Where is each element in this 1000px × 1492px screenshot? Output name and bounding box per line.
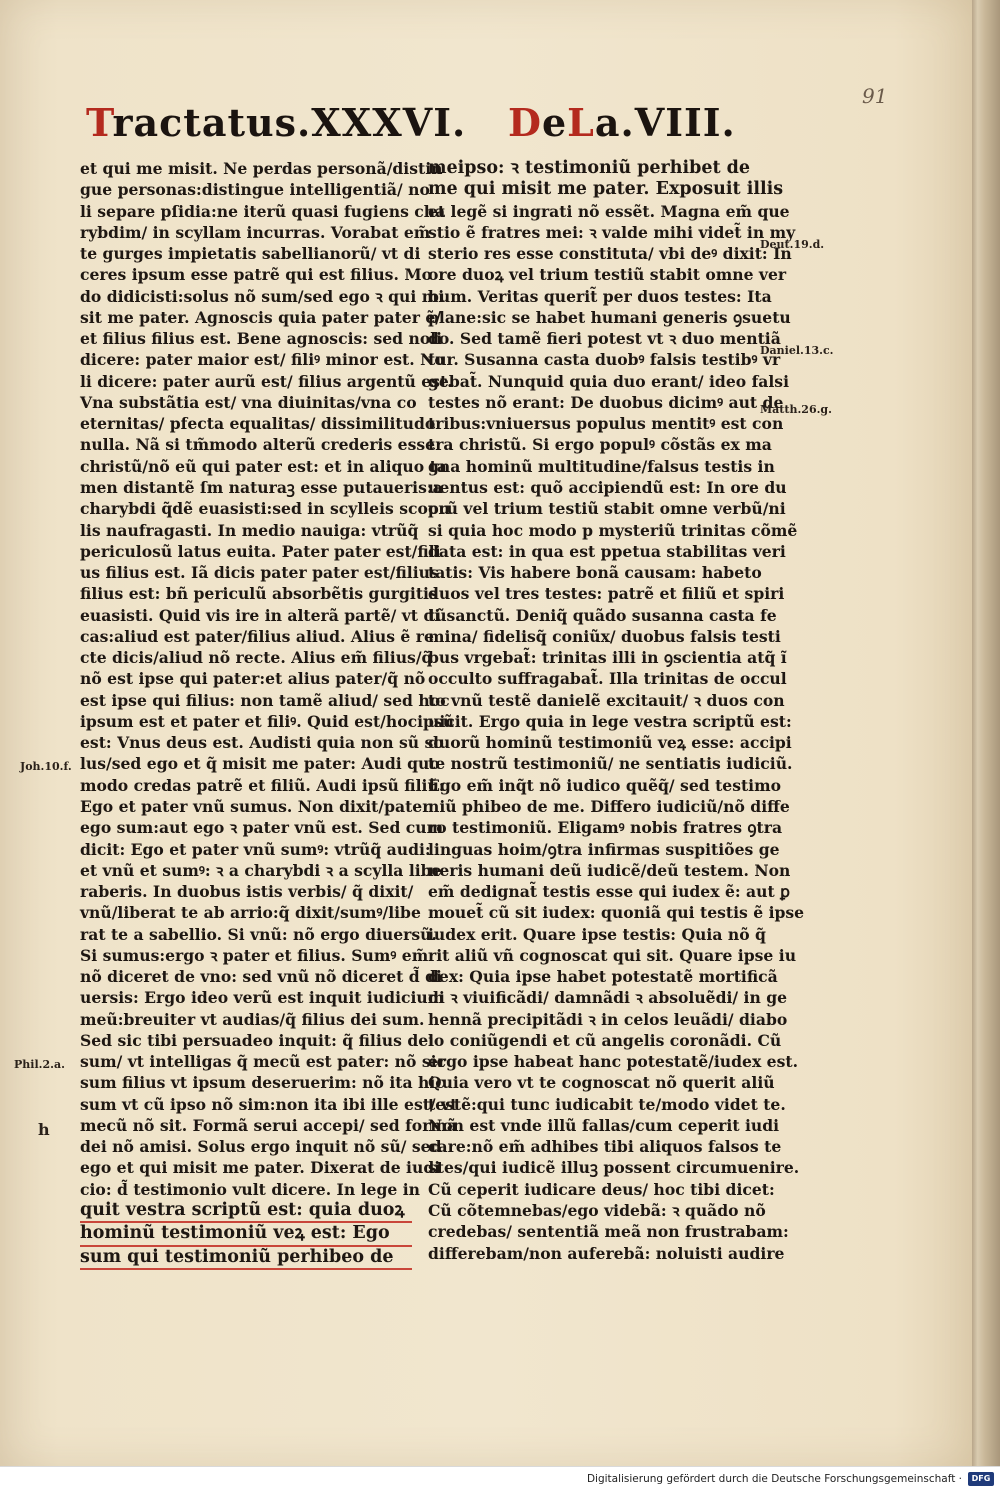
- text-line: plane:sic se habet humani generis ꝯsuetu: [428, 307, 791, 327]
- text-line: Cũ ceperit iudicare deus/ hoc tibi dicet:: [428, 1179, 775, 1199]
- text-line: testẽ:qui tunc iudicabit te/modo videt te.: [428, 1094, 786, 1114]
- heading-right-initial: D: [508, 100, 542, 145]
- text-line: li separe pſidia:ne iterũ quasi fugiens cha: [80, 201, 446, 221]
- text-line: et filius filius est. Bene agnoscis: sed noli: [80, 329, 443, 349]
- text-line: dex: Quia ipse habet potestatẽ mortificã: [428, 967, 778, 987]
- text-line: data est: in qua est ppetua stabilitas veri: [428, 541, 786, 561]
- text-line: charybdi q̃dẽ euasisti:sed in scylleis scopu: [80, 499, 451, 519]
- margin-note-matth: Matth.26.g.: [760, 403, 832, 416]
- text-line: mouet̃ cũ sit iudex: quoniã qui testis ẽ ipse: [428, 903, 805, 923]
- text-line: si quia hoc modo p mysteriũ trinitas cõmẽ: [428, 520, 798, 540]
- text-line: men distantẽ ſm naturaꝫ esse putaueris:a: [80, 477, 443, 497]
- text-line: ore duoꝝ vel trium testiũ stabit omne ver: [428, 265, 787, 285]
- text-line: stes/qui iudicẽ illuꝫ possent circumuenire.: [428, 1158, 800, 1178]
- text-line: raberis. In duobus istis verbis/ q̃ dixit/: [80, 882, 414, 902]
- text-line: uentus est: quõ accipiendũ est: In ore du: [428, 477, 787, 497]
- text-line: est ipse qui filius: non tamẽ aliud/ sed hoc: [80, 690, 450, 710]
- text-line: hominũ testimoniũ veꝝ est: Ego: [80, 1223, 412, 1246]
- text-line: testes nõ erant: De duobus dicimꝰ aut de: [428, 392, 784, 412]
- text-line: sum filius vt ipsum deseruerim: nõ ita hic: [80, 1073, 445, 1093]
- page-edge: [972, 0, 1000, 1466]
- dfg-logo: DFG: [968, 1472, 994, 1486]
- text-line: ego sum:aut ego ꝛ pater vnũ est. Sed cum: [80, 818, 444, 838]
- text-line: uersis: Ergo ideo verũ est inquit iudicium: [80, 988, 445, 1008]
- text-line: te gurges impietatis sabellianorũ/ vt di: [80, 244, 421, 264]
- text-line: gebat̃. Nunquid quia duo erant/ ideo falsi: [428, 371, 790, 391]
- text-line: do. Sed tamẽ fieri potest vt ꝛ duo mentiã: [428, 329, 781, 349]
- text-line: christũ/nõ eũ qui pater est: et in aliquo ta: [80, 456, 447, 476]
- text-line: Sed sic tibi persuadeo inquit: q̃ filius dei: [80, 1030, 435, 1050]
- text-line: nõ est ipse qui pater:et alius pater/q̃ nõ: [80, 669, 426, 689]
- margin-note-daniel: Daniel.13.c.: [760, 344, 834, 357]
- text-line: rit aliũ vñ cognoscat qui sit. Quare ipse iu: [428, 945, 797, 965]
- text-line: tribus:vniuersus populus mentitꝰ est con: [428, 414, 784, 434]
- text-line: differebam/non auferebã: noluisti audire: [428, 1243, 785, 1263]
- text-line: lo coniũgendi et cũ angelis coronãdi. Cũ: [428, 1030, 782, 1050]
- text-line: li dicere: pater aurũ est/ filius argentũ est.: [80, 371, 453, 391]
- text-line: quit vestra scriptũ est: quia duoꝝ: [80, 1200, 412, 1223]
- text-line: sterio res esse constituta/ vbi deꝰ dixit: In: [428, 244, 792, 264]
- text-line: modo credas patrẽ et filiũ. Audi ipsũ filiũ:: [80, 775, 445, 795]
- margin-note-deut: Deut.19.d.: [760, 238, 825, 251]
- text-line: periculosũ latus euita. Pater pater est/fili: [80, 541, 441, 561]
- text-line: hennã precipitãdi ꝛ in celos leuãdi/ diabo: [428, 1009, 788, 1029]
- text-line: Vna substãtia est/ vna diuinitas/vna co: [80, 392, 417, 412]
- text-line: cte dicis/aliud nõ recte. Alius em̃ filius/q̃: [80, 648, 433, 668]
- text-line: tũsanctũ. Deniq̃ quãdo susanna casta fe: [428, 605, 777, 625]
- text-line: Ego em̃ inq̃t nõ iudico quẽq̃/ sed testimo: [428, 775, 781, 795]
- text-line: et qui me misit. Ne perdas personã/distin: [80, 159, 443, 178]
- heading-left-text: ractatus.XXXVI.: [112, 100, 467, 145]
- text-line: lis naufragasti. In medio nauiga: vtrũq̃: [80, 520, 419, 540]
- text-line: eternitas/ pfecta equalitas/ dissimilitudo: [80, 414, 436, 434]
- text-line: us filius est. Iã dicis pater pater est/filius: [80, 563, 439, 583]
- text-line: occulto suffragabat̃. Illa trinitas de occul: [428, 669, 787, 689]
- footer-bar: [0, 1466, 1000, 1492]
- text-line: sum/ vt intelligas q̃ mecũ est pater: nõ sic: [80, 1052, 447, 1072]
- margin-note-phil: Phil.2.a.: [14, 1058, 65, 1071]
- text-line: cio: d̃ testimonio vult dicere. In lege in: [80, 1179, 420, 1199]
- text-line: do didicisti:solus nõ sum/sed ego ꝛ qui mi: [80, 286, 445, 306]
- text-line: bum. Veritas querit̃ per duos testes: Ita: [428, 286, 772, 306]
- running-heading: [0, 100, 972, 160]
- margin-note-joh: Joh.10.f.: [20, 760, 72, 773]
- text-line: Ego et pater vnũ sumus. Non dixit/pater: [80, 796, 431, 816]
- text-line: ego et qui misit me pater. Dixerat de iudi: [80, 1158, 441, 1178]
- text-line: rybdim/ in scyllam incurras. Vorabat em̃: [80, 222, 431, 242]
- text-line: ceres ipsum esse patrẽ qui est filius. Mo: [80, 265, 432, 285]
- text-line: Non est vnde illũ fallas/cum ceperit iudi: [428, 1115, 780, 1135]
- text-line: em̃ dedignat̃ testis esse qui iudex ẽ: aut ꝑ: [428, 882, 791, 902]
- text-line: bus vrgebat̃: trinitas illi in ꝯscientia atq̃ ĩ: [428, 648, 787, 668]
- text-line: mina/ fidelisq̃ coniũx/ duobus falsis testi: [428, 626, 781, 646]
- text-line: tra christũ. Si ergo populꝰ cõstãs ex ma: [428, 435, 772, 455]
- text-line: tatis: Vis habere bonã causam: habeto: [428, 563, 762, 583]
- text-line: di ꝛ viuificãdi/ damnãdi ꝛ absoluẽdi/ in ge: [428, 988, 788, 1008]
- text-line: mecũ nõ sit. Formã serui accepi/ sed formã: [80, 1115, 458, 1135]
- heading-left: [86, 100, 466, 145]
- text-line: ro testimoniũ. Eligamꝰ nobis fratres ꝯtra: [428, 818, 783, 838]
- text-line: nulla. Nã si tm̃modo alterũ crederis esse: [80, 435, 436, 455]
- text-line: meipso: ꝛ testimoniũ perhibet de: [428, 158, 751, 178]
- text-line: Si sumus:ergo ꝛ pater et filius. Sumꝰ em̃: [80, 945, 429, 965]
- text-line: sum qui testimoniũ perhibeo de: [80, 1247, 412, 1270]
- left-text-column: [80, 158, 458, 1270]
- text-line: credebas/ sententiã meã non frustrabam:: [428, 1222, 789, 1242]
- heading-right-text: a.VIII.: [594, 100, 736, 145]
- text-line: euasisti. Quid vis ire in alterã partẽ/ vt di: [80, 605, 441, 625]
- text-line: Cũ cõtemnebas/ego videbã: ꝛ quãdo nõ: [428, 1201, 766, 1221]
- text-line: niũ phibeo de me. Differo iudiciũ/nõ diffe: [428, 796, 790, 816]
- text-line: sum vt cũ ipso nõ sim:non ita ibi ille est/ vt: [80, 1094, 458, 1114]
- heading-right: [508, 100, 736, 145]
- text-line: Quia vero vt te cognoscat nõ querit aliũ: [428, 1073, 775, 1093]
- text-line: ipsum est et pater et filiꝰ. Quid est/hocipsũ: [80, 711, 455, 731]
- text-line: tur. Susanna casta duobꝰ falsis testibꝰ vr: [428, 350, 781, 370]
- text-line: lus/sed ego et q̃ misit me pater: Audi quo: [80, 754, 440, 774]
- text-line: et vnũ et sumꝰ: ꝛ a charybdi ꝛ a scylla libe: [80, 860, 442, 880]
- heading-left-initial: T: [86, 100, 113, 145]
- heading-right-initial-2: L: [567, 100, 595, 145]
- text-line: ergo ipse habeat hanc potestatẽ/iudex est.: [428, 1052, 799, 1072]
- text-line: gna hominũ multitudine/falsus testis in: [428, 456, 775, 476]
- text-line: duos vel tres testes: patrẽ et filiũ et spiri: [428, 584, 785, 604]
- text-line: linguas hoim/ꝯtra infirmas suspitiões ge: [428, 839, 780, 859]
- text-line: iudex erit. Quare ipse testis: Quia nõ q̃: [428, 924, 766, 944]
- text-line: neris humani deũ iudicẽ/deũ testem. Non: [428, 860, 791, 880]
- text-line: sit me pater. Agnoscis quia pater pater ẽ/: [80, 307, 441, 327]
- text-line: et legẽ si ingrati nõ essẽt. Magna em̃ que: [428, 201, 790, 221]
- text-line: stio ẽ fratres mei: ꝛ valde mihi videt̃ in my: [428, 222, 796, 242]
- text-line: cas:aliud est pater/filius aliud. Alius ẽ re: [80, 626, 434, 646]
- folio-number: 91: [862, 84, 888, 108]
- text-line: me qui misit me pater. Exposuit illis: [428, 179, 784, 200]
- text-line: uicit. Ergo quia in lege vestra scriptũ est:: [428, 711, 792, 731]
- text-line: care:nõ em̃ adhibes tibi aliquos falsos te: [428, 1137, 782, 1157]
- text-line: orũ vel trium testiũ stabit omne verbũ/ni: [428, 499, 786, 519]
- text-line: gue personas:distingue intelligentiã/ no: [80, 180, 430, 200]
- text-line: duorũ hominũ testimoniũ veꝝ esse: accipi: [428, 733, 792, 753]
- heading-right-mid: e: [541, 100, 568, 145]
- footer-credit: Digitalisierung gefördert durch die Deutsche Forschungsgemeinschaft ·: [586, 1473, 962, 1485]
- text-line: dicit: Ego et pater vnũ sumꝰ: vtrũq̃ audi:: [80, 839, 431, 859]
- text-line: est: Vnus deus est. Audisti quia non sũ so: [80, 733, 444, 753]
- text-line: dei nõ amisi. Solus ergo inquit nõ sũ/ sed: [80, 1137, 442, 1157]
- text-line: te nostrũ testimoniũ/ ne sentiatis iudiciũ.: [428, 754, 793, 774]
- text-line: rat te a sabellio. Si vnũ: nõ ergo diuersũ.: [80, 924, 437, 944]
- text-line: to vnũ testẽ danielẽ excitauit/ ꝛ duos con: [428, 690, 785, 710]
- text-line: nõ diceret de vno: sed vnũ nõ diceret d̃ di: [80, 967, 442, 987]
- text-line: dicere: pater maior est/ filiꝰ minor est. No: [80, 350, 445, 370]
- text-line: meũ:breuiter vt audias/q̃ filius dei sum.: [80, 1009, 425, 1029]
- text-line: filius est: bñ periculũ absorbẽtis gurgitis: [80, 584, 438, 604]
- text-line: vnũ/liberat te ab arrio:q̃ dixit/sumꝰ/libe: [80, 903, 421, 923]
- signature-mark: h: [38, 1120, 50, 1139]
